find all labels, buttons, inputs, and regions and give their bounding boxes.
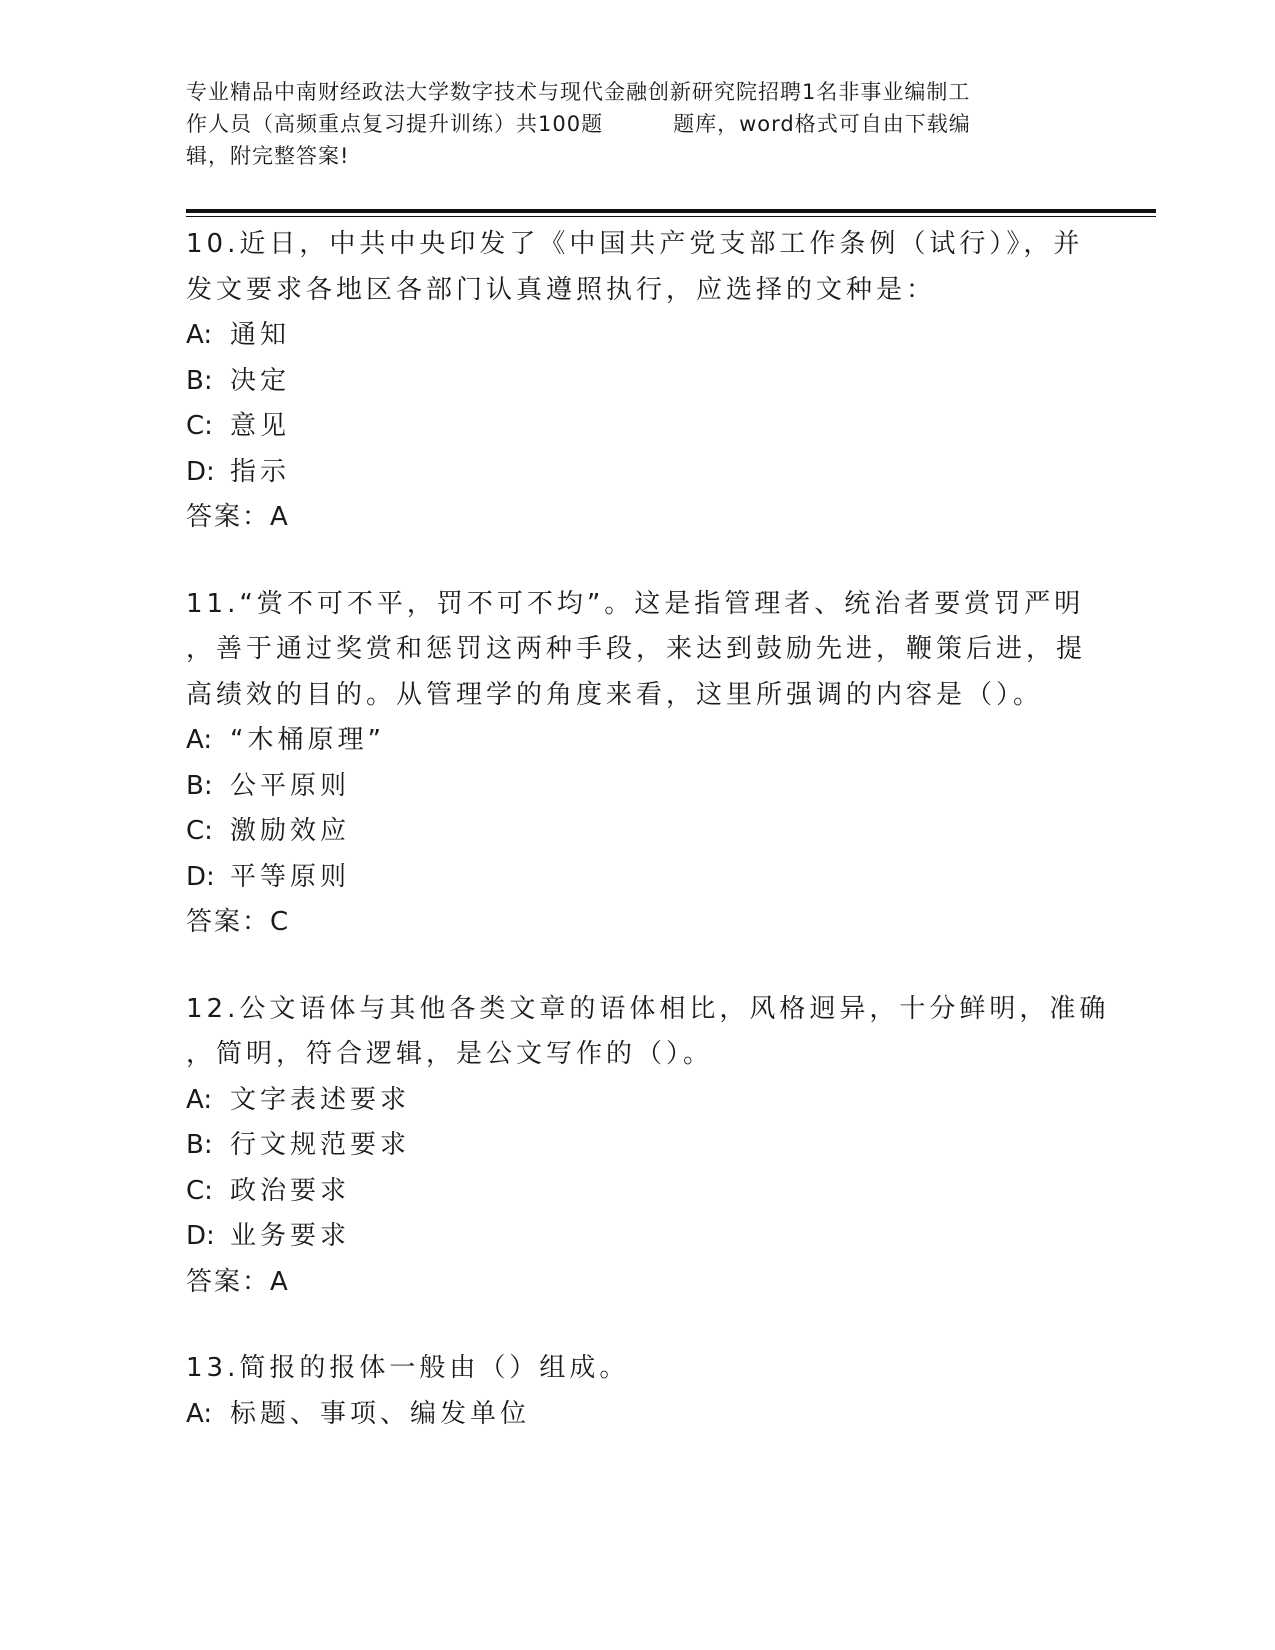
option-c bbox=[186, 404, 1086, 450]
option-text: 通知 bbox=[230, 320, 291, 350]
option-c bbox=[186, 1169, 1086, 1215]
header-line-1: 专业精品中南财经政法大学数字技术与现代金融创新研究院招聘1名非事业编制工 bbox=[186, 80, 971, 104]
option-text: 激励效应 bbox=[230, 816, 351, 846]
option-b bbox=[186, 1123, 1086, 1169]
header-divider-thin bbox=[186, 216, 1156, 217]
question-list bbox=[186, 222, 1110, 1478]
option-letter: D: bbox=[186, 861, 215, 892]
option-letter: A: bbox=[186, 1398, 213, 1429]
option-letter: A: bbox=[186, 725, 213, 755]
answer-label: 答案： bbox=[186, 502, 271, 532]
option-text: 决定 bbox=[230, 365, 291, 396]
header-divider-thick bbox=[186, 209, 1156, 213]
option-text: 指示 bbox=[230, 456, 291, 487]
option-letter: B: bbox=[186, 365, 213, 396]
question-text-line: 发文要求各地区各部门认真遵照执行，应选择的文种是： bbox=[186, 274, 937, 305]
header-line-3: 辑，附完整答案! bbox=[186, 144, 350, 168]
question-text-line: 高绩效的目的。从管理学的角度来看，这里所强调的内容是（）。 bbox=[186, 679, 1044, 710]
option-a bbox=[186, 718, 1086, 764]
option-a bbox=[186, 1078, 1086, 1124]
option-letter: A: bbox=[186, 1084, 213, 1115]
question-10 bbox=[186, 222, 1086, 541]
option-d bbox=[186, 855, 1086, 901]
question-text-line: 13.简报的报体一般由（）组成。 bbox=[186, 1353, 630, 1383]
answer-value: A bbox=[270, 1266, 290, 1297]
question-text-line: 10.近日，中共中央印发了《中国共产党支部工作条例（试行）》，并 bbox=[186, 229, 1084, 259]
answer-value: C bbox=[270, 907, 291, 937]
question-11 bbox=[186, 582, 1086, 946]
option-text: 业务要求 bbox=[230, 1221, 351, 1251]
header-line-2-b: 题库，word格式可自由下载编 bbox=[673, 112, 971, 136]
option-text: 公平原则 bbox=[230, 770, 351, 801]
answer-label: 答案： bbox=[186, 907, 271, 937]
answer-line bbox=[186, 900, 1086, 946]
option-letter: A: bbox=[186, 320, 213, 350]
option-text: 政治要求 bbox=[230, 1175, 351, 1206]
question-text-line: 11.“赏不可不平，罚不可不均”。这是指管理者、统治者要赏罚严明 bbox=[186, 588, 1085, 619]
option-text: 行文规范要求 bbox=[230, 1130, 411, 1160]
document-header bbox=[186, 76, 1086, 172]
option-d bbox=[186, 450, 1086, 496]
option-text: 文字表述要求 bbox=[230, 1084, 411, 1115]
option-letter: B: bbox=[186, 770, 213, 801]
option-letter: B: bbox=[186, 1130, 213, 1160]
question-text-line: ，简明，符合逻辑，是公文写作的（）。 bbox=[186, 1039, 714, 1069]
header-line-2-a: 作人员（高频重点复习提升训练）共100题 bbox=[186, 112, 604, 136]
option-letter: C: bbox=[186, 1175, 213, 1206]
option-letter: D: bbox=[186, 1221, 215, 1251]
option-a bbox=[186, 1392, 1086, 1438]
question-text-line: ，善于通过奖赏和惩罚这两种手段，来达到鼓励先进，鞭策后进，提 bbox=[186, 634, 1087, 664]
question-12 bbox=[186, 987, 1110, 1306]
answer-line bbox=[186, 1260, 1086, 1306]
option-c bbox=[186, 809, 1086, 855]
option-a bbox=[186, 313, 1086, 359]
answer-line bbox=[186, 495, 1086, 541]
option-letter: C: bbox=[186, 816, 213, 846]
question-13 bbox=[186, 1346, 1086, 1437]
header-line-2 bbox=[186, 108, 1086, 140]
option-letter: D: bbox=[186, 456, 215, 487]
option-b bbox=[186, 359, 1086, 405]
option-text: 意见 bbox=[230, 411, 291, 441]
option-d bbox=[186, 1214, 1086, 1260]
option-letter: C: bbox=[186, 411, 213, 441]
option-b bbox=[186, 764, 1086, 810]
question-text-line: 12.公文语体与其他各类文章的语体相比，风格迥异，十分鲜明，准确 bbox=[186, 993, 1110, 1024]
option-text: 标题、事项、编发单位 bbox=[230, 1398, 531, 1429]
answer-value: A bbox=[270, 502, 290, 532]
option-text: “木桶原理” bbox=[230, 725, 385, 755]
option-text: 平等原则 bbox=[230, 861, 351, 892]
answer-label: 答案： bbox=[186, 1266, 271, 1297]
